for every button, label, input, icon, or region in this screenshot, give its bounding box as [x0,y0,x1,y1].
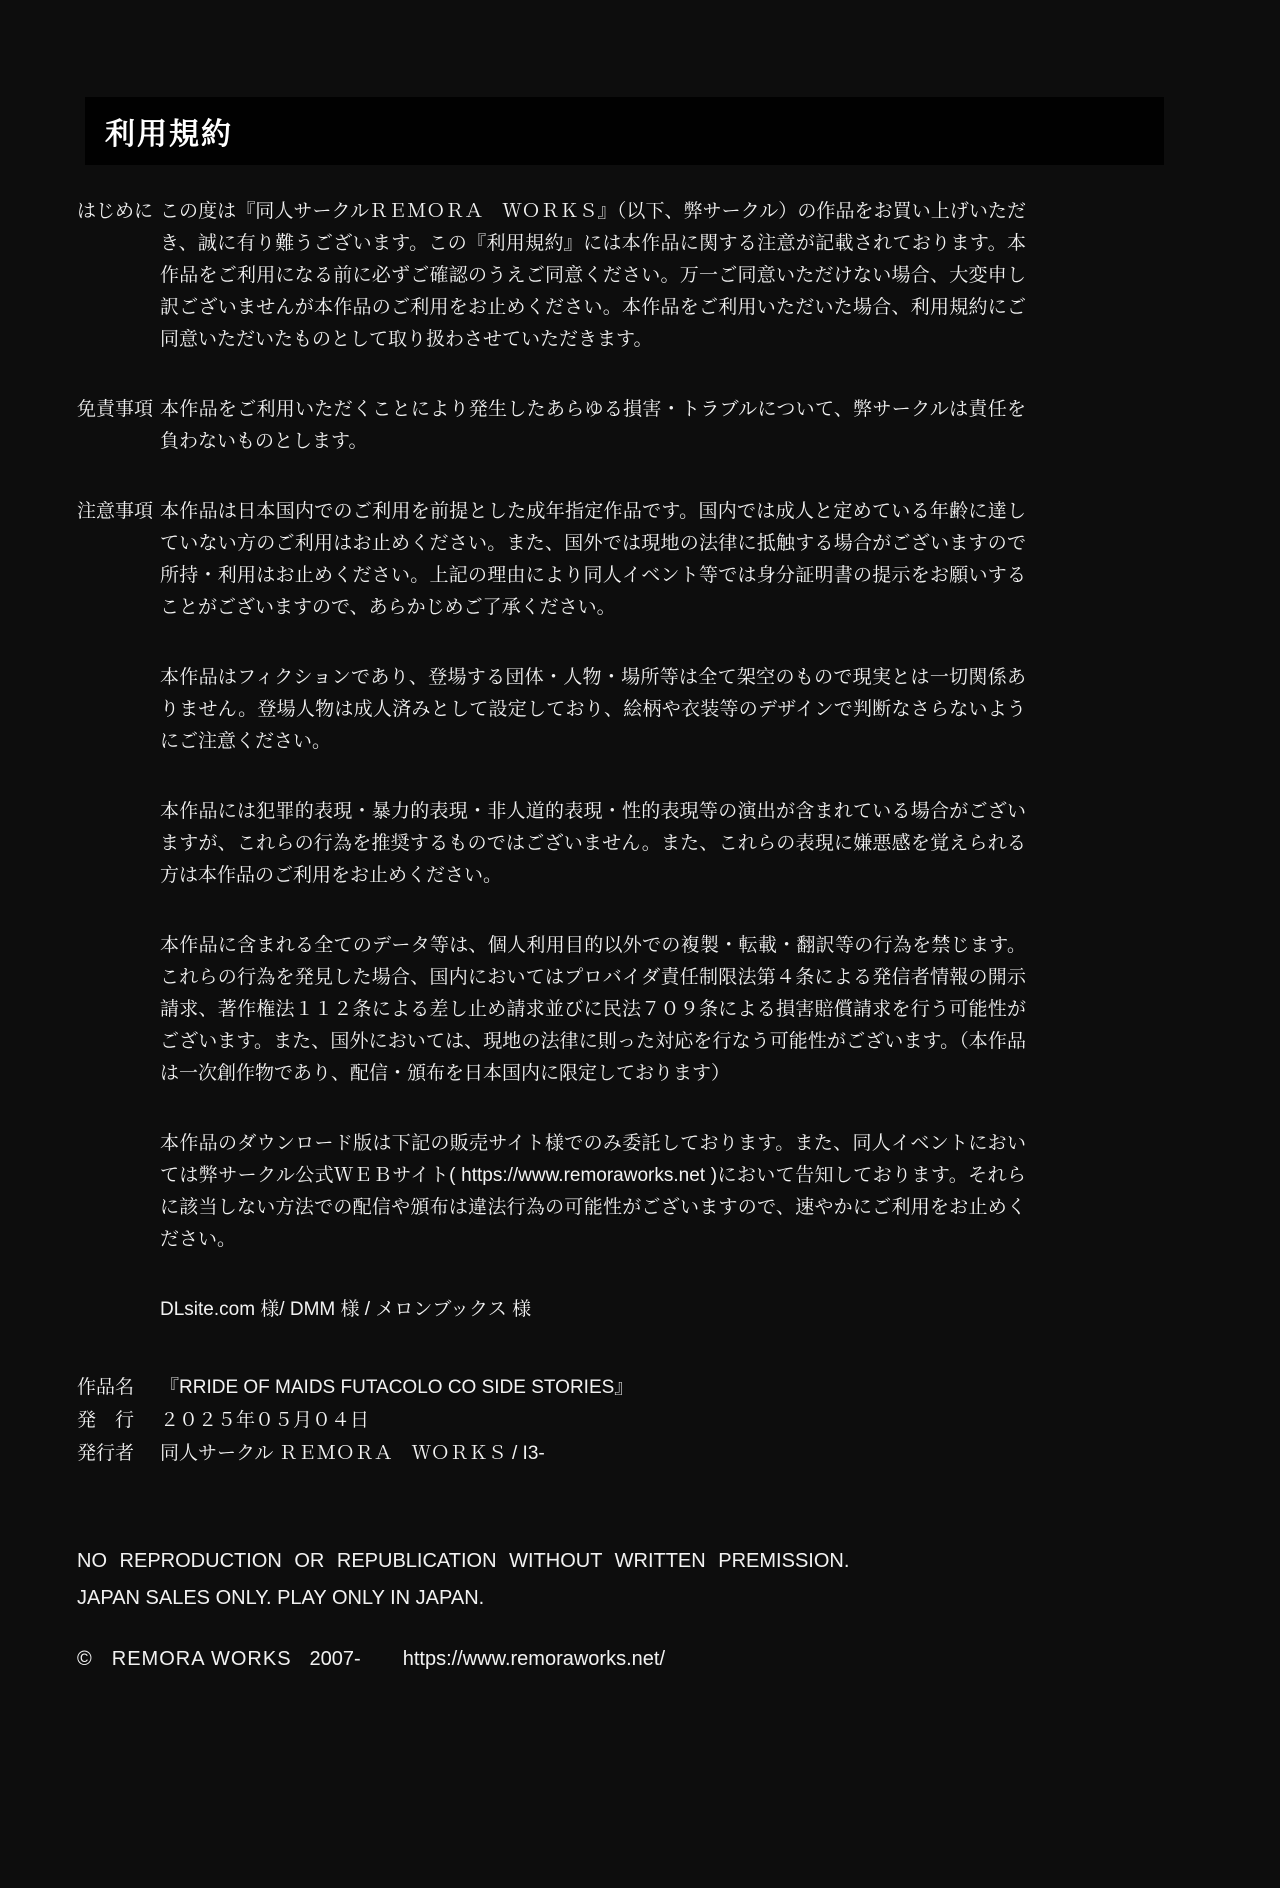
section-body-disclaimer [160,394,1026,458]
title-bar [85,97,1164,165]
work-title-label: 作品名 [77,1377,135,1398]
paragraph-copyright-law: 本作品に含まれる全てのデータ等は、個人利用目的以外での複製・転載・翻訳等の行為を禁じます。これらの行為を発見した場合、国内においてはプロバイダ責任制限法第４条による発信者情報の開示請求、著作権法１１２条による差し止め請求並びに民法７０９条による損害賠償請求を行う可能性がございます。また、国外においては、現地の法律に則った対応を行なう可能性がございます。（本作品は一次創作物であり、配信・頒布を日本国内に限定しております） [160,935,1026,1084]
paragraph-age-restriction: 本作品は日本国内でのご利用を前提とした成年指定作品です。国内では成人と定めている年齢に達していない方のご利用はお止めください。また、国外では現地の法律に抵触する場合がございますので所持・利用はお止めください。上記の理由により同人イベント等では身分証明書の提示をお願いすることがございますので、あらかじめご了承ください。 [160,501,1026,618]
notice-no-reproduction: NO REPRODUCTION OR REPUBLICATION WITHOUT WRITTEN PREMISSION. [77,1550,850,1572]
page-title: 利用規約 [105,118,233,151]
paragraph-disclaimer: 本作品をご利用いただくことにより発生したあらゆる損害・トラブルについて、弊サークルは責任を負わないものとします。 [160,399,1026,452]
work-info-row-publisher [77,1437,1027,1470]
section-introduction [77,196,1027,356]
work-title-value: 『RRIDE OF MAIDS FUTACOLO CO SIDE STORIES』 [160,1377,634,1398]
section-label-introduction: はじめに [77,201,154,222]
publish-date-label: 発 行 [77,1410,135,1431]
copyright-owner: REMORA WORKS [111,1648,292,1670]
section-label-cautions: 注意事項 [77,501,154,522]
paragraph-introduction: この度は『同人サークルＲＥＭＯＲＡ ＷＯＲＫＳ』（以下、弊サークル）の作品をお買い上げいただき、誠に有り難うございます。この『利用規約』には本作品に関する注意が記載されております。本作品をご利用になる前に必ずご確認のうえご同意ください。万一ご同意いただけない場合、大変申し訳ございませんが本作品のご利用をお止めください。本作品をご利用いただいた場合、利用規約にご同意いただいたものとして取り扱わさせていただきます。 [160,201,1026,350]
copyright-symbol: © [77,1648,92,1670]
section-label-disclaimer: 免責事項 [77,399,154,420]
work-info [77,1371,1027,1470]
paragraph-store-list: DLsite.com 様/ DMM 様 / メロンブックス 様 [160,1299,532,1320]
copyright-line [77,1643,1027,1675]
publisher-value: 同人サークル ＲＥＭＯＲＡ ＷＯＲＫＳ / I3- [160,1443,545,1464]
paragraph-expressions: 本作品には犯罪的表現・暴力的表現・非人道的表現・性的表現等の演出が含まれている場合がございますが、これらの行為を推奨するものではございません。また、これらの表現に嫌悪感を覚えられる方は本作品のご利用をお止めください。 [160,801,1026,886]
work-info-row-title [77,1371,1027,1404]
copyright-url: https://www.remoraworks.net/ [402,1648,666,1670]
publisher-label: 発行者 [77,1443,135,1464]
section-body-cautions [160,496,1026,1326]
section-body-introduction [160,196,1026,356]
terms-content [77,196,1027,1675]
work-info-row-date [77,1404,1027,1437]
english-notices [77,1543,1027,1617]
paragraph-distribution: 本作品のダウンロード版は下記の販売サイト様でのみ委託しております。また、同人イベントにおいては弊サークル公式ＷＥＢサイト( https://www.remoraworks.net )において告知しております。それらに該当しない方法での配信や頒布は違法行為の可能性がございますので、速やかにご利用をお止めください。 [160,1133,1026,1250]
notice-japan-only: JAPAN SALES ONLY. PLAY ONLY IN JAPAN. [77,1587,485,1609]
terms-page [0,97,1280,1675]
section-disclaimer [77,394,1027,458]
paragraph-fiction: 本作品はフィクションであり、登場する団体・人物・場所等は全て架空のもので現実とは一切関係ありません。登場人物は成人済みとして設定しており、絵柄や衣装等のデザインで判断なさらないようにご注意ください。 [160,667,1026,752]
copyright-year: 2007- [309,1648,361,1670]
publish-date-value: ２０２５年０５月０４日 [160,1410,370,1431]
section-cautions [77,496,1027,1326]
